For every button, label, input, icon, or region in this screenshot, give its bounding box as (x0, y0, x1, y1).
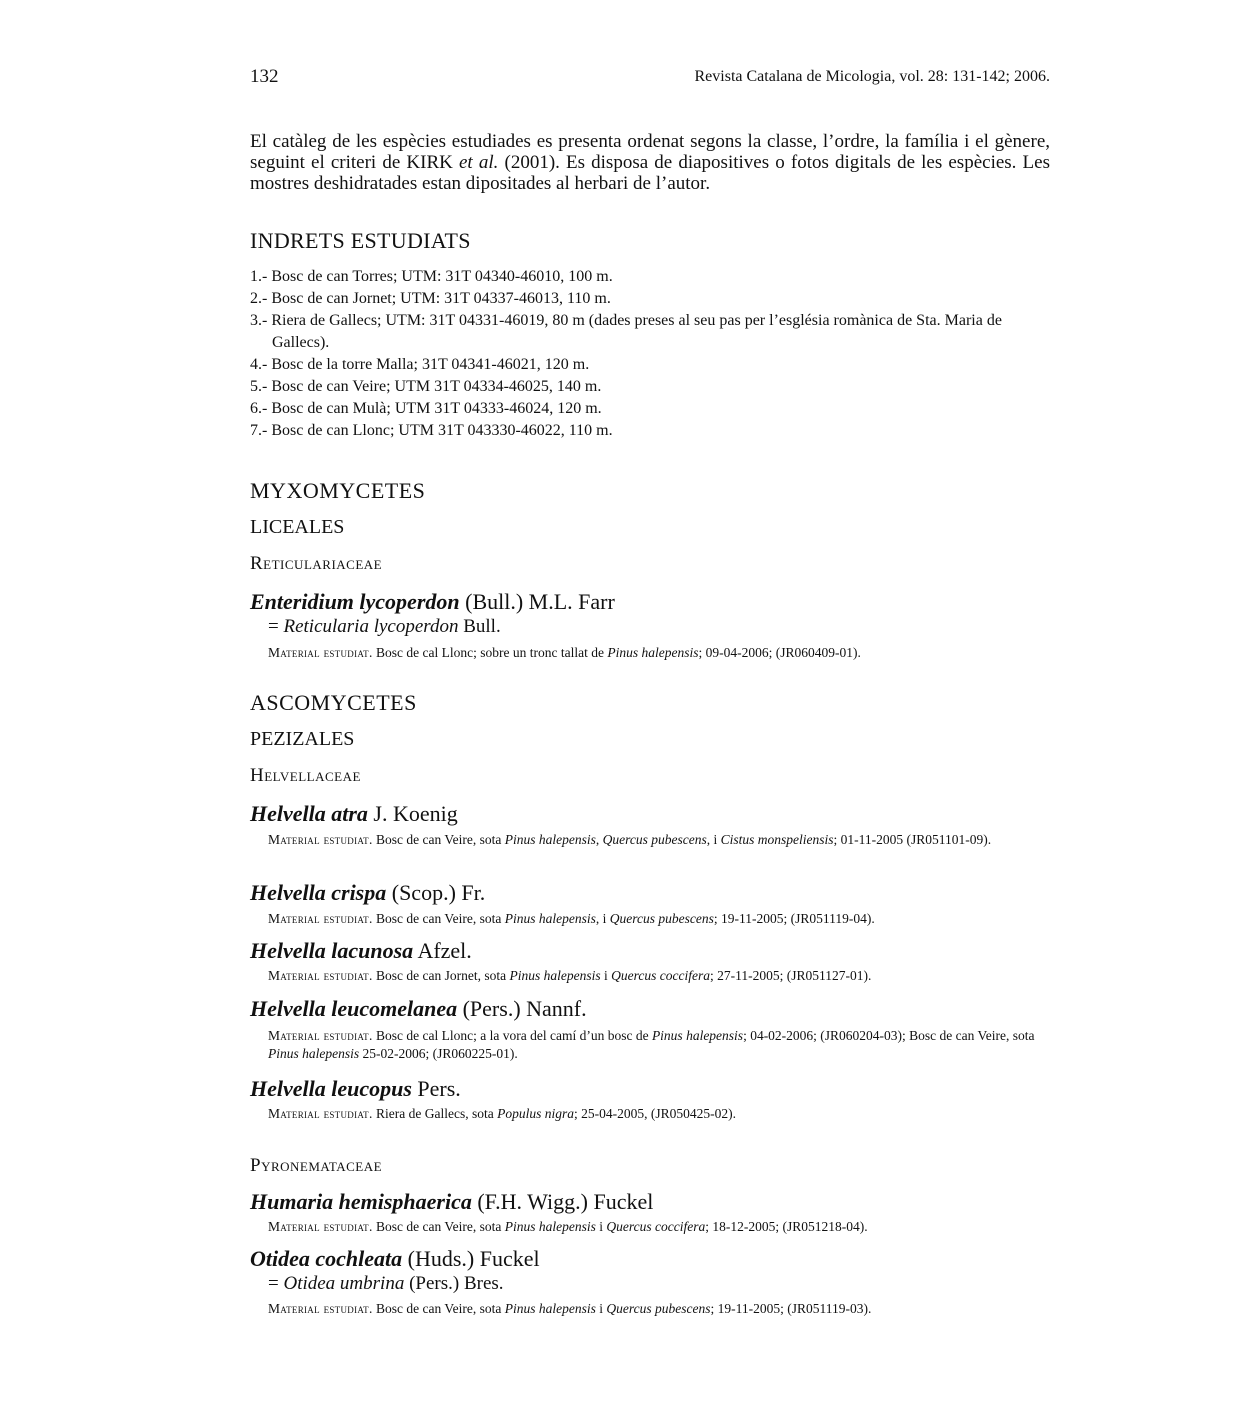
material-studied: Material estudiat. Bosc de cal Llonc; sobre un tronc tallat de Pinus halepensis; 09-04-2006; (JR060409-01). (268, 645, 861, 660)
family-heading: Reticulariaceae (250, 553, 383, 574)
species-name: Helvella leucopus Pers. (250, 1076, 461, 1101)
intro-text-2: (2001). Es disposa de diapositives o fotos digitals de les espècies. Les mostres deshidratades estan dipositades al herbari de l’autor. (250, 152, 1050, 194)
species-name: Enteridium lycoperdon (Bull.) M.L. Farr (250, 589, 615, 614)
material-studied: Material estudiat. Bosc de can Jornet, sota Pinus halepensis i Quercus coccifera; 27-11-2005; (JR051127-01). (268, 968, 872, 983)
locations-title: INDRETS ESTUDIATS (250, 228, 471, 253)
location-item: 3.- Riera de Gallecs; UTM: 31T 04331-46019, 80 m (dades preses al seu pas per l’església romànica de Sta. Maria de Gallecs). (250, 312, 1002, 351)
species-name: Helvella crispa (Scop.) Fr. (250, 880, 486, 905)
location-item: 6.- Bosc de can Mulà; UTM 31T 04333-46024, 120 m. (250, 400, 602, 417)
running-header (250, 66, 1050, 90)
species-name: Helvella atra J. Koenig (250, 801, 458, 826)
material-studied: Material estudiat. Bosc de cal Llonc; a la vora del camí d’un bosc de Pinus halepensis; 04-02-2006; (JR060204-03); Bosc de can Veire, sota Pinus halepensis 25-02-2006; (JR060225-01). (268, 1028, 1035, 1061)
intro-text-1: El catàleg de les espècies estudiades es presenta ordenat segons la classe, l’ordre, la família i el gènere, seguint el criteri de KIRK (250, 131, 1050, 173)
intro-etal: et al. (458, 152, 499, 173)
species-name: Helvella leucomelanea (Pers.) Nannf. (250, 996, 587, 1021)
family-heading: Helvellaceae (250, 765, 361, 786)
material-studied: Material estudiat. Bosc de can Veire, sota Pinus halepensis i Quercus coccifera; 18-12-2005; (JR051218-04). (268, 1219, 868, 1234)
order-heading: PEZIZALES (250, 728, 355, 750)
material-studied: Material estudiat. Riera de Gallecs, sota Populus nigra; 25-04-2005, (JR050425-02). (268, 1106, 736, 1121)
class-heading: MYXOMYCETES (250, 478, 426, 503)
locations-list (250, 266, 1050, 442)
intro-paragraph (250, 131, 1050, 194)
location-item: 1.- Bosc de can Torres; UTM: 31T 04340-46010, 100 m. (250, 268, 613, 285)
class-heading: ASCOMYCETES (250, 690, 417, 715)
material-studied: Material estudiat. Bosc de can Veire, sota Pinus halepensis i Quercus pubescens; 19-11-2005; (JR051119-03). (268, 1301, 872, 1316)
location-item: 2.- Bosc de can Jornet; UTM: 31T 04337-46013, 110 m. (250, 290, 611, 307)
family-heading: Pyronemataceae (250, 1155, 383, 1176)
species-name: Otidea cochleata (Huds.) Fuckel (250, 1246, 540, 1271)
journal-citation: Revista Catalana de Micologia, vol. 28: 131-142; 2006. (694, 68, 1050, 85)
location-item: 4.- Bosc de la torre Malla; 31T 04341-46021, 120 m. (250, 356, 590, 373)
location-item: 5.- Bosc de can Veire; UTM 31T 04334-46025, 140 m. (250, 378, 602, 395)
species-name: Humaria hemisphaerica (F.H. Wigg.) Fuckel (250, 1189, 654, 1214)
species-name: Helvella lacunosa Afzel. (250, 938, 472, 963)
material-studied: Material estudiat. Bosc de can Veire, sota Pinus halepensis, Quercus pubescens, i Cistus monspeliensis; 01-11-2005 (JR051101-09). (268, 832, 992, 847)
order-heading: LICEALES (250, 516, 345, 538)
page-number: 132 (250, 66, 279, 87)
material-studied: Material estudiat. Bosc de can Veire, sota Pinus halepensis, i Quercus pubescens; 19-11-2005; (JR051119-04). (268, 911, 875, 926)
location-item: 7.- Bosc de can Llonc; UTM 31T 043330-46022, 110 m. (250, 422, 613, 439)
synonym: = Otidea umbrina (Pers.) Bres. (268, 1273, 504, 1294)
synonym: = Reticularia lycoperdon Bull. (268, 616, 501, 637)
